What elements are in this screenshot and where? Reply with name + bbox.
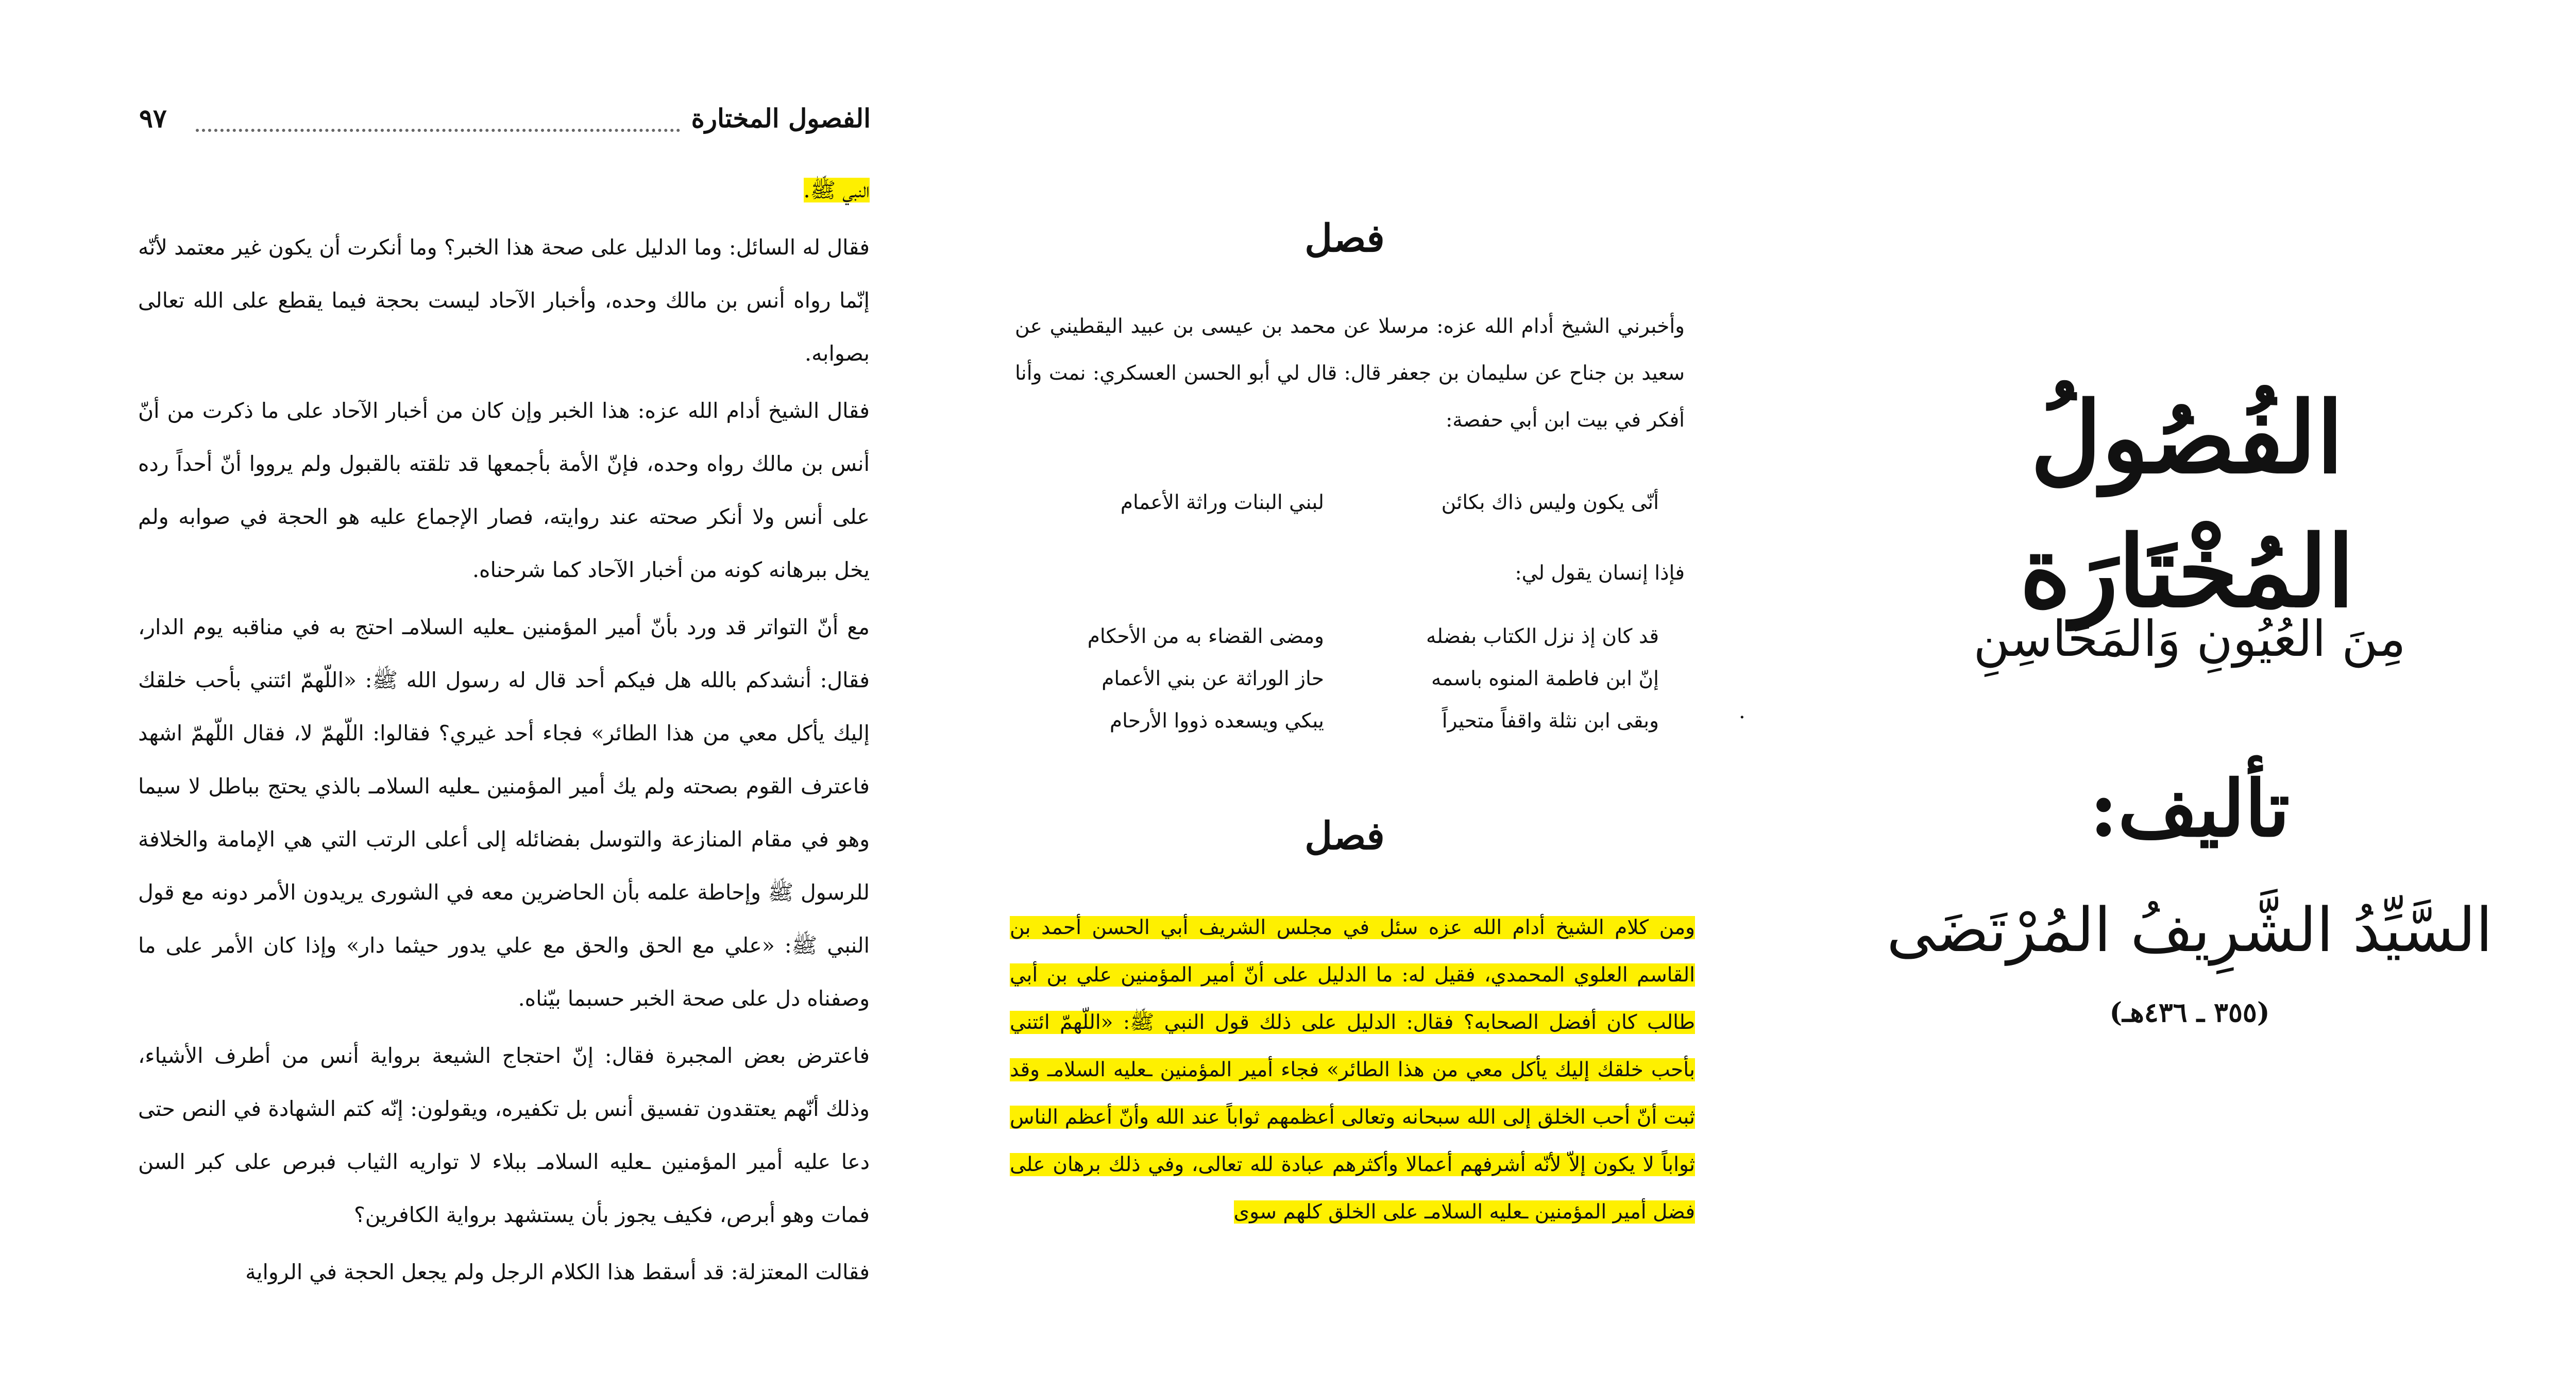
verse-line xyxy=(1015,700,1659,742)
highlighted-paragraph xyxy=(1010,904,1695,1236)
verse-line xyxy=(1015,658,1659,700)
author-name: السَّيِّدُ الشَّرِيفُ المُرْتَضَى xyxy=(1886,894,2493,965)
running-header xyxy=(139,103,871,139)
book-title: الفُصُولُ المُخْتَارَة xyxy=(2020,380,2354,629)
page-number: ٩٧ xyxy=(139,103,167,133)
verse-hemistich-second: يبكي ويسعده ذووا الأرحام xyxy=(1110,709,1324,733)
left-page-body xyxy=(138,164,870,1303)
verse-hemistich-second: ومضى القضاء به من الأحكام xyxy=(1087,625,1324,648)
verse-hemistich-first: أنّى يكون وليس ذاك بكائن xyxy=(1441,491,1659,514)
highlighted-text: ومن كلام الشيخ أدام الله عزه سئل في مجلس الشريف أبي الحسن أحمد بن القاسم العلوي المحمدي، فقيل له: ما الدليل على أنّ أمير المؤمنين علي بن أبي طالب كان أفضل الصحابه؟ فقال: الدليل على ذلك قول النبي ﷺ: «اللّهمّ ائتني بأحب خلقك إليك يأكل معي من هذا الطائر» فجاء أمير المؤمنين ـعليه السلامـ وقد ثبت أنّ أحب الخلق إلى الله سبحانه وتعالى أعظمهم ثواباً عند الله وأنّ أعظم الناس ثواباً لا يكون إلاّ لأنّه أشرفهم أعمالا وأكثرهم عبادة لله تعالى، وفي ذلك برهان على فضل أمير المؤمنين ـعليه السلامـ على الخلق كلهم سوى xyxy=(1010,916,1695,1224)
paragraph: فقال له السائل: وما الدليل على صحة هذا الخبر؟ وما أنكرت أن يكون غير معتمد لأنّه إنّما رواه أنس بن مالك وحده، وأخبار الآحاد ليست بحجة فيما يقطع على الله تعالى بصوابه. xyxy=(138,235,870,366)
book-subtitle: مِنَ العُيُونِ وَالمَحَاسِنِ xyxy=(1973,610,2406,668)
section-paragraph: وأخبرني الشيخ أدام الله عزه: مرسلا عن محمد بن عيسى بن عبيد اليقطيني عن سعيد بن جناح عن سليمان بن جعفر قال: قال لي أبو الحسن العسكري: نمت وأنا أفكر في بيت ابن أبي حفصة: xyxy=(1015,315,1685,432)
header-dotted-leader xyxy=(196,129,680,132)
middle-page xyxy=(979,0,1772,1373)
section-heading: فصل xyxy=(1304,814,1385,858)
verse-hemistich-second: حاز الوراثة عن بني الأعمام xyxy=(1101,667,1324,690)
title-page xyxy=(1855,0,2576,1373)
narration-line: فإذا إنسان يقول لي: xyxy=(1515,562,1685,585)
section-heading: فصل xyxy=(1304,216,1385,261)
verse-hemistich-first: وبقى ابن نثلة واقفاً متحيراً xyxy=(1442,709,1659,733)
verse-line xyxy=(1015,482,1659,524)
verse-hemistich-first: إنّ ابن فاطمة المنوه باسمه xyxy=(1431,667,1659,690)
author-dates: (٣٥٥ ـ ٤٣٦هـ) xyxy=(2109,997,2270,1028)
paragraph: فقالت المعتزلة: قد أسقط هذا الكلام الرجل ولم يجعل الحجة في الرواية xyxy=(245,1260,870,1284)
paragraph: مع أنّ التواتر قد ورد بأنّ أمير المؤمنين ـعليه السلامـ احتج به في مناقبه يوم الدار، فقال: أنشدكم بالله هل فيكم أحد قال له رسول الله ﷺ: «اللّهمّ ائتني بأحب خلقك إليك يأكل معي من هذا الطائر» فجاء أحد غيري؟ فقالوا: اللّهمّ لا، فقال اللّهمّ اشهد فاعترف القوم بصحته ولم يك أمير المؤمنين ـعليه السلامـ بالذي يحتج بباطل لا سيما وهو في مقام المنازعة والتوسل بفضائله إلى أعلى الرتب التي هي الإمامة والخلافة للرسول ﷺ وإحاطة علمه بأن الحاضرين معه في الشورى يريدون الأمر دونه مع قول النبي ﷺ: «علي مع الحق والحق مع علي يدور حيثما دار» وإذا كان الأمر على ما وصفناه دل على صحة الخبر حسبما بيّناه. xyxy=(138,615,870,1011)
margin-mark: · xyxy=(1739,706,1745,730)
verse-block xyxy=(1015,616,1659,742)
verse-line xyxy=(1015,616,1659,658)
highlighted-text: النبي ﷺ. xyxy=(803,178,870,202)
highlighted-fragment-para xyxy=(138,164,870,217)
verse-hemistich-second: لبني البنات وراثة الأعمام xyxy=(1120,491,1324,514)
running-title: الفصول المختارة xyxy=(691,103,871,133)
verse-hemistich-first: قد كان إذ نزل الكتاب بفضله xyxy=(1426,625,1659,648)
paragraph: فاعترض بعض المجبرة فقال: إنّ احتجاج الشيعة برواية أنس من أطرف الأشياء، وذلك أنّهم يعتقدون تفسيق أنس بل تكفيره، ويقولون: إنّه كتم الشهادة في النص حتى دعا عليه أمير المؤمنين ـعليه السلامـ ببلاء لا تواريه الثياب فبرص على كبر السن فمات وهو أبرص، فكيف يجوز بأن يستشهد برواية الكافرين؟ xyxy=(138,1043,870,1227)
authorship-label: تأليف: xyxy=(2089,764,2290,854)
left-page xyxy=(0,0,943,1373)
paragraph: فقال الشيخ أدام الله عزه: هذا الخبر وإن كان من أخبار الآحاد على ما ذكرت من أنّ أنس بن مالك رواه وحده، فإنّ الأمة بأجمعها قد تلقته بالقبول ولم يرووا أنّ أحداً رده على أنس ولا أنكر صحته عند روايته، فصار الإجماع عليه هو الحجة في صوابه ولم يخل ببرهانه كونه من أخبار الآحاد كما شرحناه. xyxy=(138,398,870,582)
verse-block xyxy=(1015,482,1659,524)
